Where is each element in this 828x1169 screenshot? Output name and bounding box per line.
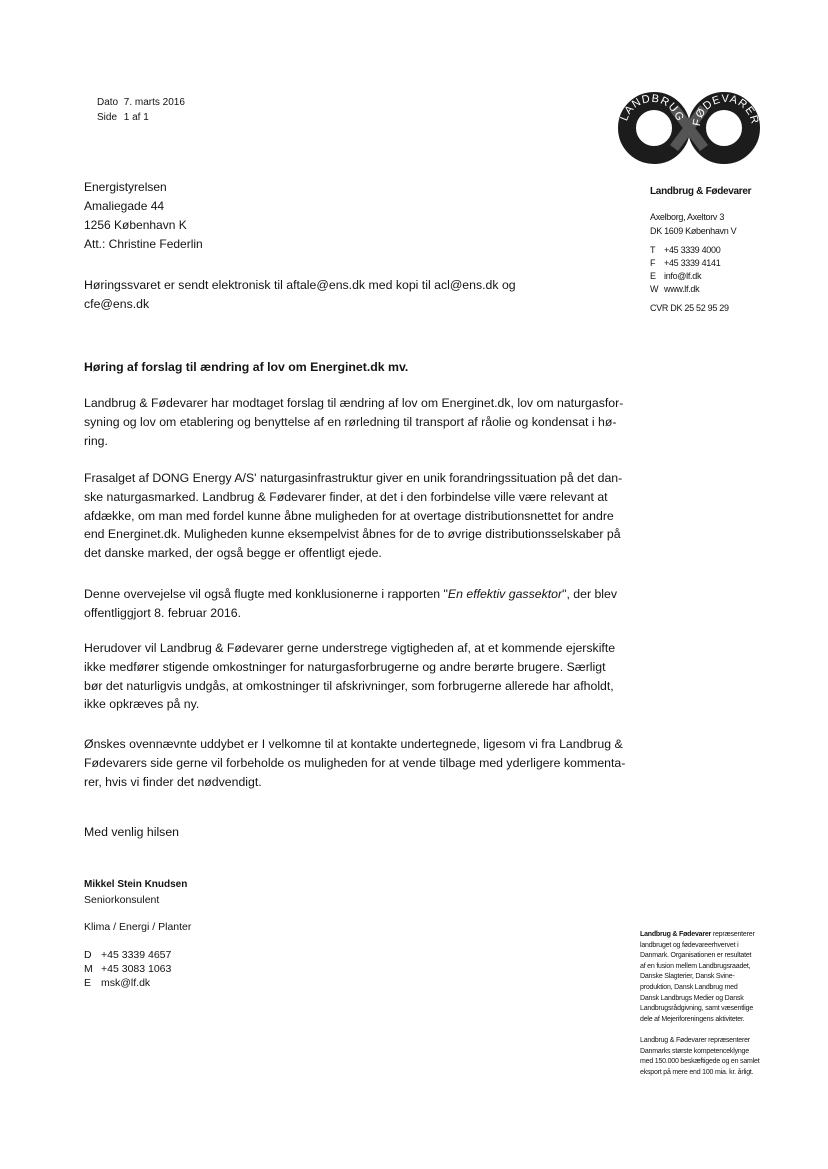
contact-type: T bbox=[650, 245, 656, 255]
paragraph-line: ske naturgasmarked. Landbrug & Fødevarer finder, at det i den forbindelse ville være relevant at bbox=[84, 489, 608, 504]
contact-value: +45 3339 4657 bbox=[101, 949, 172, 961]
paragraph-line: ikke opkræves på ny. bbox=[84, 697, 200, 712]
contact-value: info@lf.dk bbox=[664, 271, 702, 281]
intro-note bbox=[84, 276, 516, 314]
description-line: eksport på mere end 100 mia. kr. årligt. bbox=[640, 1068, 754, 1076]
org-address-line: Axelborg, Axeltorv 3 bbox=[650, 212, 725, 222]
description-line: Danske Slagterier, Dansk Svine- bbox=[640, 973, 735, 981]
paragraph-line: ikke medfører stigende omkostninger for naturgasforbrugerne og andre berørte brugere. Særligt bbox=[84, 659, 606, 674]
letter-meta bbox=[97, 95, 185, 125]
paragraph-line: bør det naturligvis undgås, at omkostninger til afskrivninger, som forbrugerne allerede har afholdt, bbox=[84, 678, 614, 693]
paragraph-line: afdække, om man med fordel kunne åbne muligheden for at overtage distributionsnettet for andre bbox=[84, 508, 614, 523]
org-address bbox=[650, 211, 736, 238]
page-value: 1 af 1 bbox=[123, 112, 149, 123]
contact-type: W bbox=[650, 284, 659, 294]
contact-row bbox=[650, 257, 720, 270]
date-value: 7. marts 2016 bbox=[123, 97, 185, 108]
contact-row bbox=[650, 270, 720, 283]
contact-type: E bbox=[650, 271, 656, 281]
paragraph-line: Denne overvejelse vil også flugte med konklusionerne i rapporten "En effektiv gassektor", der blev bbox=[84, 587, 618, 601]
recipient-address bbox=[84, 178, 203, 254]
recipient-line: Energistyrelsen bbox=[84, 180, 167, 194]
contact-row bbox=[650, 283, 720, 296]
contact-value: +45 3083 1063 bbox=[101, 963, 172, 975]
organization-description bbox=[640, 930, 780, 1078]
contact-type: D bbox=[84, 949, 92, 961]
paragraph-line: Ønskes ovennævnte uddybet er I velkomne til at kontakte undertegnede, ligesom vi fra Landbrug & bbox=[84, 737, 623, 751]
paragraph-line: Herudover vil Landbrug & Fødevarer gerne understrege vigtigheden af, at et kommende ejerskifte bbox=[84, 641, 616, 655]
signer-name: Mikkel Stein Knudsen bbox=[84, 879, 188, 890]
paragraph-line: offentliggjort 8. februar 2016. bbox=[84, 605, 242, 620]
paragraph bbox=[84, 585, 617, 623]
date-label: Dato bbox=[97, 97, 119, 108]
description-line: Danmark. Organisationen er resultatet bbox=[640, 952, 752, 960]
contact-value: +45 3339 4141 bbox=[664, 258, 721, 268]
contact-value: +45 3339 4000 bbox=[664, 245, 721, 255]
email-link[interactable]: msk@lf.dk bbox=[101, 977, 151, 989]
contact-type: F bbox=[650, 258, 656, 268]
description-line: med 150.000 beskæftigede og en samlet bbox=[640, 1058, 760, 1066]
contact-row bbox=[84, 962, 171, 976]
description-line bbox=[640, 1025, 780, 1036]
org-address-line: DK 1609 København V bbox=[650, 225, 737, 236]
paragraph-line: ring. bbox=[84, 433, 108, 448]
contact-row bbox=[84, 948, 171, 962]
logo-left-text: LANDBRUG bbox=[618, 92, 687, 124]
page-label: Side bbox=[97, 112, 118, 123]
signer-contacts bbox=[84, 948, 171, 990]
contact-row bbox=[84, 976, 171, 990]
recipient-line: 1256 København K bbox=[84, 218, 187, 232]
description-line: Landbrugsrådgivning, samt væsentlige bbox=[640, 1005, 754, 1013]
description-line: produktion, Dansk Landbrug med bbox=[640, 983, 738, 991]
organization-logo bbox=[614, 90, 764, 166]
paragraph-line: Frasalget af DONG Energy A/S' naturgasinfrastruktur giver en unik forandringssituation på det dan- bbox=[84, 471, 623, 485]
intro-line: cfe@ens.dk bbox=[84, 296, 150, 311]
paragraph-line: Fødevarers side gerne vil forbeholde os muligheden for at vende tilbage med yderligere kommenta- bbox=[84, 755, 626, 770]
paragraph bbox=[84, 469, 622, 563]
org-name: Landbrug & Fødevarer bbox=[650, 186, 752, 197]
org-contacts bbox=[650, 244, 720, 296]
paragraph-line: Landbrug & Fødevarer har modtaget forslag til ændring af lov om Energinet.dk, lov om naturgasfor- bbox=[84, 396, 624, 410]
contact-type: M bbox=[84, 963, 93, 975]
signer-role: Seniorkonsulent bbox=[84, 894, 160, 906]
paragraph bbox=[84, 639, 615, 714]
intro-line: Høringssvaret er sendt elektronisk til aftale@ens.dk med kopi til acl@ens.dk og bbox=[84, 278, 516, 292]
letter-subject: Høring af forslag til ændring af lov om Energinet.dk mv. bbox=[84, 360, 409, 374]
paragraph bbox=[84, 735, 625, 791]
description-line: Dansk Landbrugs Medier og Dansk bbox=[640, 994, 744, 1002]
signer-department: Klima / Energi / Planter bbox=[84, 921, 192, 933]
description-line: Danmarks største kompetenceklynge bbox=[640, 1047, 749, 1055]
description-line: Landbrug & Fødevarer repræsenterer bbox=[640, 1036, 750, 1044]
recipient-line: Amaliegade 44 bbox=[84, 199, 165, 213]
paragraph-line: end Energinet.dk. Muligheden kunne eksempelvist åbnes for de to øvrige distributionsselskaber på bbox=[84, 527, 621, 542]
contact-row bbox=[650, 244, 720, 257]
recipient-line: Att.: Christine Federlin bbox=[84, 237, 203, 251]
paragraph bbox=[84, 394, 623, 450]
description-line: af en fusion mellem Landbrugsraadet, bbox=[640, 962, 751, 970]
org-cvr: CVR DK 25 52 95 29 bbox=[650, 303, 729, 313]
contact-type: E bbox=[84, 977, 92, 989]
description-line: Landbrug & Fødevarer repræsenterer bbox=[640, 931, 755, 938]
paragraph-line: syning og lov om etablering og benyttelse af en rørledning til transport af råolie og kondensat i hø- bbox=[84, 414, 617, 429]
contact-value: www.lf.dk bbox=[664, 284, 700, 294]
paragraph-line: det danske marked, der også begge er offentligt ejede. bbox=[84, 546, 382, 561]
description-line: landbruget og fødevareerhvervet i bbox=[640, 941, 739, 949]
description-line: dele af Mejeriforeningens aktiviteter. bbox=[640, 1015, 745, 1023]
logo-right-text: FØDEVARER bbox=[690, 92, 761, 128]
closing: Med venlig hilsen bbox=[84, 825, 180, 839]
paragraph-line: rer, hvis vi finder det nødvendigt. bbox=[84, 774, 262, 789]
